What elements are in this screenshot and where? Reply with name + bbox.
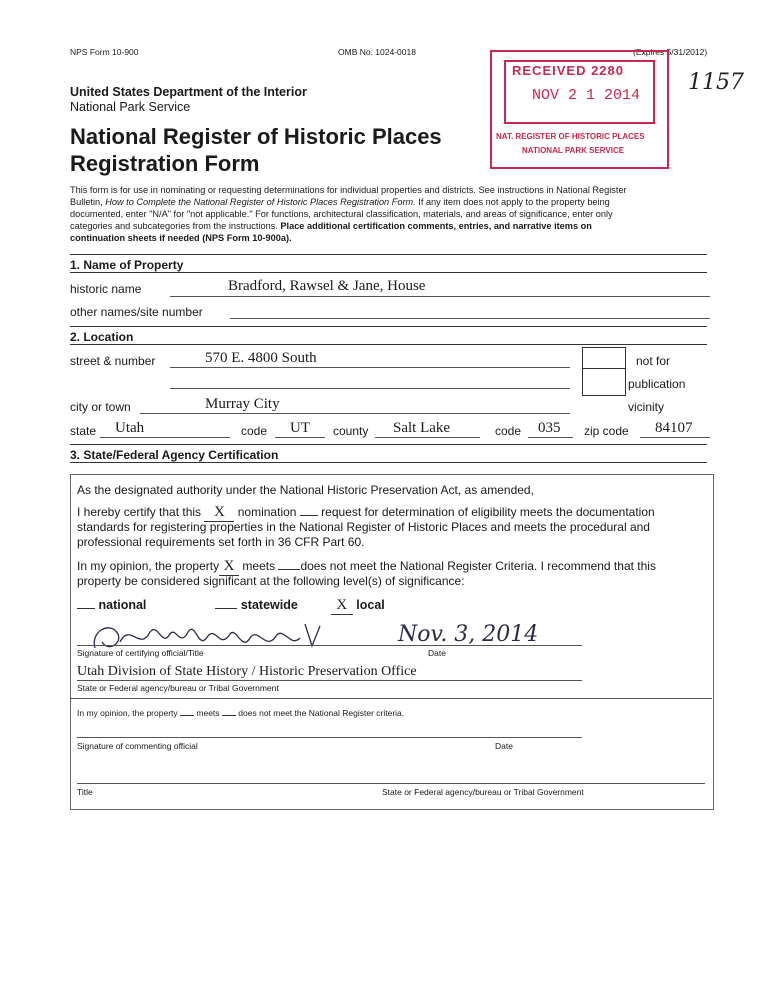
commenting-label: Signature of commenting official <box>77 741 198 751</box>
publication-checkbox[interactable] <box>582 368 626 396</box>
historic-name-label: historic name <box>70 282 142 296</box>
received-stamp <box>490 50 669 169</box>
state-label: state <box>70 424 97 438</box>
form-number: NPS Form 10-900 <box>70 47 139 57</box>
opinion-line1: In my opinion, the property X meets does not meet the National Register Criteria. I recommend that this <box>77 558 656 574</box>
city-label: city or town <box>70 400 131 414</box>
stamp-date: NOV 2 1 2014 <box>532 87 641 104</box>
zip-label: zip code <box>584 424 629 438</box>
handwritten-number: 1157 <box>688 70 744 95</box>
level-statewide: statewide <box>240 598 298 612</box>
county-label: county <box>333 424 369 438</box>
opinion2-line: In my opinion, the property meets does not meet the National Register criteria. <box>77 708 405 718</box>
section2-heading: 2. Location <box>70 330 134 344</box>
not-for-label: not for <box>636 354 671 368</box>
county-code-label: code <box>495 424 522 438</box>
not-for-checkbox[interactable] <box>582 347 626 369</box>
county-code-value: 035 <box>538 420 561 436</box>
certify-line2: standards for registering properties in the National Register of Historic Places and meets the procedural and <box>77 520 650 534</box>
section1-heading: 1. Name of Property <box>70 258 184 272</box>
expires-date: (Expires 5/31/2012) <box>633 47 708 57</box>
agency-label: State or Federal agency/bureau or Tribal Government <box>77 683 279 693</box>
opinion-line2: property be considered significant at the following level(s) of significance: <box>77 574 465 588</box>
state-code-label: code <box>241 424 268 438</box>
county-value: Salt Lake <box>393 420 451 436</box>
agency-value: Utah Division of State History / Historic Preservation Office <box>77 664 417 679</box>
vicinity-label: vicinity <box>628 400 665 414</box>
certify-line3: professional requirements set forth in 36 CFR Part 60. <box>77 535 365 549</box>
level-local: local <box>356 598 385 612</box>
level-local-mark: X <box>331 597 353 615</box>
date2-label: Date <box>495 741 513 751</box>
signature-date-value: Nov. 3, 2014 <box>398 622 539 647</box>
publication-label: publication <box>628 377 686 391</box>
date-label: Date <box>428 648 446 658</box>
state-value: Utah <box>115 420 145 436</box>
stamp-bottom-text1: NAT. REGISTER OF HISTORIC PLACES <box>496 132 645 141</box>
state-code-value: UT <box>290 420 310 436</box>
zip-value: 84107 <box>655 420 693 436</box>
street-label: street & number <box>70 354 156 368</box>
signature-label: Signature of certifying official/Title <box>77 648 204 658</box>
page-title: National Register of Historic Places <box>70 124 442 149</box>
certify-line1: I hereby certify that this X nomination request for determination of eligibility meets the documentation <box>77 504 655 520</box>
stamp-top-text: RECEIVED 2280 <box>512 63 624 78</box>
city-value: Murray City <box>205 396 280 412</box>
stamp-bottom-text2: NATIONAL PARK SERVICE <box>522 146 625 155</box>
omb-number: OMB No. 1024-0018 <box>338 47 416 57</box>
instructions: This form is for use in nominating or requesting determinations for individual properties and districts. See instructions in National Register Bulletin, How to Complete the National Register of Historic Places Registration Form. If any item does not apply to the property being documented, enter "N/A" for "not applicable." For functions, architectural classification, materials, and areas of significance, enter only categories and subcategories from the instructions. Place additional certification comments, entries, and narrative items on continuation sheets if needed (NPS Form 10-900a). <box>70 185 627 243</box>
agency2-label: State or Federal agency/bureau or Tribal Government <box>382 787 584 797</box>
other-names-label: other names/site number <box>70 305 203 319</box>
level-national: national <box>98 598 147 612</box>
title-label: Title <box>77 787 93 797</box>
page-subtitle: Registration Form <box>70 151 260 176</box>
section3-heading: 3. State/Federal Agency Certification <box>70 448 279 462</box>
department-name: United States Department of the Interior <box>70 85 307 99</box>
service-name: National Park Service <box>70 100 191 114</box>
street-value: 570 E. 4800 South <box>205 350 317 366</box>
authority-text: As the designated authority under the National Historic Preservation Act, as amended, <box>77 483 534 497</box>
historic-name-value: Bradford, Rawsel & Jane, House <box>228 278 426 294</box>
